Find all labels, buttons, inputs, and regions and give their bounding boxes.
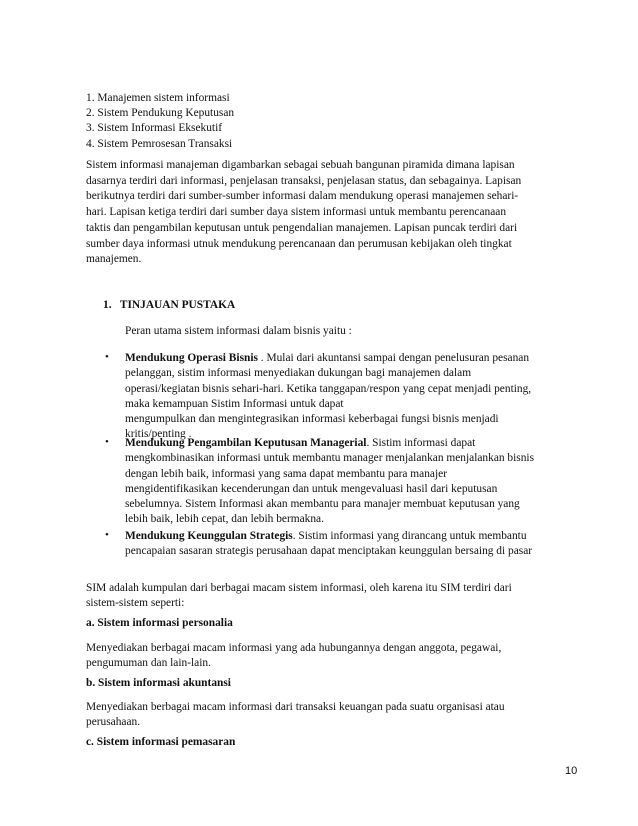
bullet-line: pencapaian sasaran strategis perusahaan dapat menciptakan keunggulan bersaing di pasar: [125, 545, 533, 558]
numbered-list: [86, 91, 234, 152]
paragraph-line: hari. Lapisan ketiga terdiri dari sumber daya sistem informasi untuk membantu perencanaan: [86, 206, 507, 219]
bullet-line: pelanggan, sistim informasi menyediakan dukungan bagi manajemen dalam: [125, 367, 472, 380]
bullet-title: Mendukung Keunggulan Strategis: [125, 530, 293, 542]
subsection-heading: a. Sistem informasi personalia: [86, 617, 233, 629]
section-lead: Peran utama sistem informasi dalam bisnis yaitu :: [125, 325, 352, 337]
bullet-text: . Mulai dari akuntansi sampai dengan penelusuran pesanan: [257, 352, 530, 364]
subsection-text: [86, 700, 505, 731]
page-number: 10: [565, 765, 578, 777]
bullet-text: . Sistim informasi yang dirancang untuk membantu: [292, 530, 527, 542]
bullet-item: [125, 351, 531, 443]
subsection-heading: c. Sistem informasi pemasaran: [86, 736, 236, 748]
bullet-line: maka kemampuan Sistim Informasi untuk dapat: [125, 397, 344, 410]
subsection-text: [86, 641, 501, 672]
intro-paragraph: [86, 158, 521, 268]
bullet-title: Mendukung Pengambilan Keputusan Managerial: [125, 437, 367, 449]
bullet-item: [125, 529, 532, 560]
list-item: 3. Sistem Informasi Eksekutif: [86, 122, 223, 135]
bullet-line: dengan lebih baik, informasi yang sama dapat membantu para manajer: [125, 467, 447, 480]
bullet-marker: •: [105, 529, 109, 541]
paragraph-line: taktis dan pengambilan keputusan untuk pengendalian manajemen. Lapisan puncak terdiri dari: [86, 221, 518, 234]
paragraph-line: dasarnya terdiri dari informasi, penjelasan transaksi, penjelasan status, dan sebagainya. Lapisan: [86, 174, 522, 187]
subsection-heading: b. Sistem informasi akuntansi: [86, 677, 231, 689]
bullet-line: lebih baik, lebih cepat, dan lebih bermakna.: [125, 513, 324, 526]
bullet-marker: •: [105, 436, 109, 448]
bullet-marker: •: [105, 351, 109, 363]
bullet-title: Mendukung Operasi Bisnis: [125, 352, 258, 364]
paragraph-line: SIM adalah kumpulan dari berbagai macam sistem informasi, oleh karena itu SIM terdiri dari: [86, 582, 512, 594]
list-item: 4. Sistem Pemrosesan Transaksi: [86, 137, 233, 150]
bullet-line: sebelumnya. Sistem Informasi akan membantu para manajer membuat keputusan yang: [125, 498, 520, 511]
bullet-item: [125, 436, 534, 528]
paragraph-line: manajemen.: [86, 253, 142, 266]
bullet-line: mengidentifikasikan kecenderungan dan untuk mengevaluasi hasil dari keputusan: [125, 482, 498, 495]
paragraph-line: perusahaan.: [86, 716, 141, 729]
bullet-line: mengkombinasikan informasi untuk membantu manager menjalankan menjalankan bisnis: [125, 452, 535, 465]
paragraph-line: Menyediakan berbagai macam informasi dari transaksi keuangan pada suatu organisasi atau: [86, 701, 505, 713]
paragraph-line: berikutnya terdiri dari sumber-sumber informasi dalam mendukung operasi manajemen sehari-: [86, 190, 519, 203]
bullet-text: . Sistim informasi dapat: [366, 437, 476, 449]
paragraph-line: sumber daya informasi utnuk mendukung perencanaan dan perumusan kebijakan oleh tingkat: [86, 237, 512, 250]
list-item: 2. Sistem Pendukung Keputusan: [86, 107, 235, 120]
section-heading: 1. TINJAUAN PUSTAKA: [103, 299, 236, 311]
paragraph-line: pengumuman dan lain-lain.: [86, 657, 211, 670]
sim-paragraph: [86, 581, 512, 612]
bullet-line: mengumpulkan dan mengintegrasikan informasi keberbagai fungsi bisnis menjadi: [125, 413, 499, 426]
paragraph-line: sistem-sistem seperti:: [86, 597, 185, 610]
list-item: 1. Manajemen sistem informasi: [86, 92, 230, 104]
bullet-line: kritis/penting .: [125, 428, 192, 441]
paragraph-line: Menyediakan berbagai macam informasi yang ada hubungannya dengan anggota, pegawai,: [86, 642, 502, 654]
paragraph-line: Sistem informasi manajeman digambarkan sebagai sebuah bangunan piramida dimana lapisan: [86, 159, 515, 171]
bullet-line: operasi/kegiatan bisnis sehari-hari. Ketika tanggapan/respon yang cepat menjadi penting,: [125, 382, 532, 395]
